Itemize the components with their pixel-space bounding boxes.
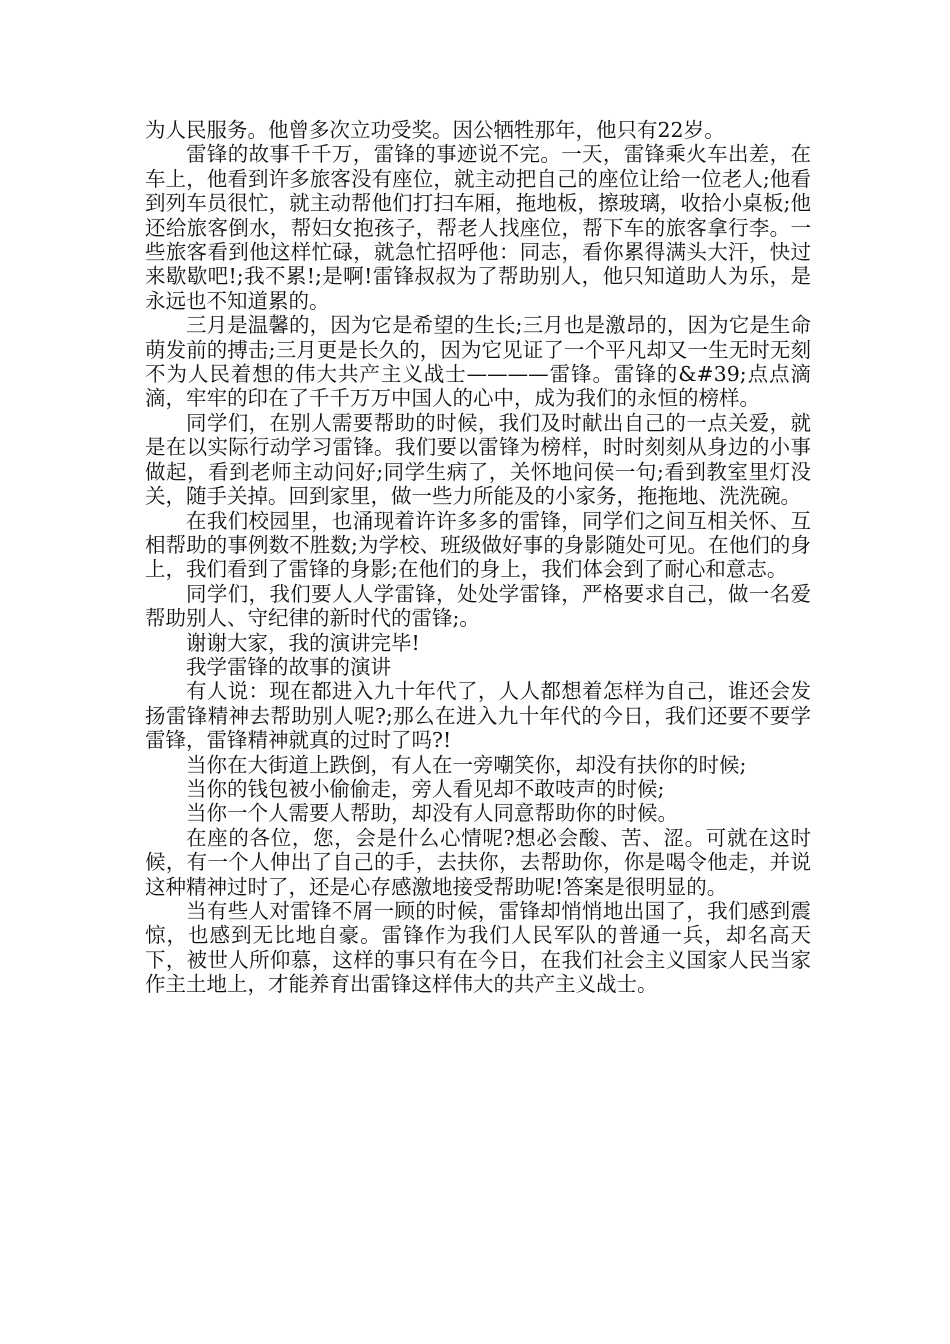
section-title: 我学雷锋的故事的演讲 [186,654,391,679]
paragraph-feelings: 在座的各位，您，会是什么心情呢?想必会酸、苦、涩。可就在这时候，有一个人伸出了自己的手，去扶你，去帮助你，你是喝令他走，并说这种精神过时了，还是心存感激地接受帮助呢!答案是很明显的。 [145,825,811,899]
paragraph-classmates-help: 同学们，在别人需要帮助的时候，我们及时献出自己的一点关爱，就是在以实际行动学习雷锋。我们要以雷锋为榜样，时时刻刻从身边的小事做起，看到老师主动问好;同学生病了，关怀地问侯一句;看到教室里灯没关，随手关掉。回到家里，做一些力所能及的小家务，拖拖地、洗洗碗。 [145,410,811,509]
paragraph-thanks: 谢谢大家，我的演讲完毕! [186,630,420,655]
paragraph-train-story: 雷锋的故事千千万，雷锋的事迹说不完。一天，雷锋乘火车出差，在车上，他看到许多旅客没有座位，就主动把自己的座位让给一位老人;他看到列车员很忙，就主动帮他们打扫车厢，拖地板，擦玻璃，收拾小桌板;他还给旅客倒水，帮妇女抱孩子，帮老人找座位，帮下车的旅客拿行李。一些旅客看到他这样忙碌，就急忙招呼他：同志，看你累得满头大汗，快过来歇歇吧!;我不累!;是啊!雷锋叔叔为了帮助别人，他只知道助人为乐，是永远也不知道累的。 [145,142,811,313]
paragraph-nineties: 有人说：现在都进入九十年代了，人人都想着怎样为自己，谁还会发扬雷锋精神去帮助别人呢?;那么在进入九十年代的今日，我们还要不要学雷锋，雷锋精神就真的过时了吗?! [145,679,811,753]
paragraph-campus: 在我们校园里，也涌现着许许多多的雷锋，同学们之间互相关怀、互相帮助的事例数不胜数;为学校、班级做好事的身影随处可见。在他们的身上，我们看到了雷锋的身影;在他们的身上，我们体会到了耐心和意志。 [145,508,811,582]
paragraph-continuation: 为人民服务。他曾多次立功受奖。因公牺牲那年，他只有22岁。 [145,118,725,142]
paragraph-fall: 当你在大街道上跌倒，有人在一旁嘲笑你，却没有扶你的时候; [186,752,747,777]
paragraph-wallet: 当你的钱包被小偷偷走，旁人看见却不敢吱声的时候; [186,776,665,801]
document-body [145,118,811,997]
paragraph-march: 三月是温馨的，因为它是希望的生长;三月也是激昂的，因为它是生命萌发前的搏击;三月更是长久的，因为它见证了一个平凡却又一生无时无刻不为人民着想的伟大共产主义战士————雷锋。雷锋的&#39;点点滴滴，牢牢的印在了千千万万中国人的心中，成为我们的永恒的榜样。 [145,313,811,411]
paragraph-call-to-action: 同学们，我们要人人学雷锋，处处学雷锋，严格要求自己，做一名爱帮助别人、守纪律的新时代的雷锋;。 [145,581,811,631]
paragraph-need-help: 当你一个人需要人帮助，却没有人同意帮助你的时候。 [186,801,678,826]
paragraph-abroad: 当有些人对雷锋不屑一顾的时候，雷锋却悄悄地出国了，我们感到震惊，也感到无比地自豪。雷锋作为我们人民军队的普通一兵，却名高天下，被世人所仰慕，这样的事只有在今日，在我们社会主义国家人民当家作主土地上，才能养育出雷锋这样伟大的共产主义战士。 [145,899,811,997]
